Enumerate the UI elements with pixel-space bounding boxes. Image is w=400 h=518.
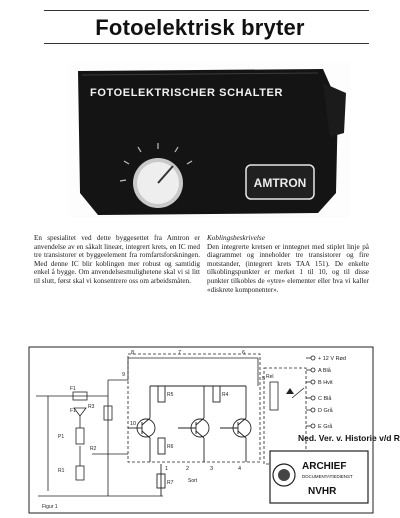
pin-label: 7 xyxy=(178,350,182,356)
stamp-heading: Ned. Ver. v. Historie v/d R xyxy=(298,433,400,443)
terminal-label: + 12 V Rød xyxy=(318,356,346,362)
component-label: F1 xyxy=(70,408,76,414)
article-column-right xyxy=(207,234,369,294)
component-label: Rel xyxy=(266,374,274,380)
kit-photo xyxy=(68,63,350,218)
terminal-label: B Hvit xyxy=(318,380,333,386)
component-label: R7 xyxy=(167,480,174,486)
page-title: Fotoelektrisk bryter xyxy=(95,15,305,40)
article-column-left xyxy=(34,234,200,286)
stamp-line: DOCUMENTATIEDIENST xyxy=(302,474,353,479)
amtron-logo xyxy=(246,165,314,199)
panel-label: FOTOELEKTRISCHER SCHALTER xyxy=(90,87,284,99)
top-rule xyxy=(44,10,369,11)
pin-label: 6 xyxy=(242,350,246,356)
archive-stamp xyxy=(268,447,372,507)
paragraph-intro: En spesialitet ved dette byggesettet fra Amtron er anvendelse av en såkalt lineær, integrert krets, en IC med tre transistorer et byggeelement fra romfartsforskningen. Med denne IC blir koblingen mer robust og samtidig enkel å bygge. Om anvendelsesmulighetene skal vi si litt til slutt, først skal vi konsentrere oss om arbeidsmåten. xyxy=(34,234,200,285)
terminal-label: C Blå xyxy=(318,396,332,402)
terminal-label: A Blå xyxy=(318,368,331,374)
pin-label: 9 xyxy=(122,372,126,378)
pin-label: 3 xyxy=(210,466,214,472)
pin-label: 2 xyxy=(186,466,190,472)
component-label: R5 xyxy=(167,392,174,398)
title-underline xyxy=(44,43,369,44)
section-heading: Koblingsbeskrivelse xyxy=(207,234,265,242)
stamp-line: ARCHIEF xyxy=(302,461,347,472)
component-label: R3 xyxy=(88,404,95,410)
terminal-label: E Grå xyxy=(318,424,333,430)
component-label: F1 xyxy=(70,386,76,392)
logo-text: AMTRON xyxy=(253,176,307,190)
terminal-label: D Grå xyxy=(318,408,333,414)
paragraph-circuit: Den integrerte kretsen er inntegnet med stiplet linje på diagrammet og inneholder tre transistorer og fire motstander, (integrert krets TAA 151). De enkelte tilkoblingspunkter er merket 1 til 10, og til disse punkter tilkobles de «ytre» elementer eller hva vi kaller «diskrete komponenter». xyxy=(207,242,369,294)
pin-label: 10 xyxy=(130,421,137,427)
component-label: R6 xyxy=(167,444,174,450)
pin-label: 4 xyxy=(238,466,242,472)
pin-label: 8 xyxy=(131,350,135,356)
component-label: R2 xyxy=(90,446,97,452)
component-label: P1 xyxy=(58,434,65,440)
component-label: R4 xyxy=(222,392,229,398)
pin-label: 5 xyxy=(262,376,266,382)
figure-caption: Figur 1 xyxy=(42,504,58,510)
component-label: R1 xyxy=(58,468,65,474)
pin-label: 1 xyxy=(165,466,169,472)
stamp-line: NVHR xyxy=(308,486,337,497)
ic-label: Sort xyxy=(188,478,198,484)
